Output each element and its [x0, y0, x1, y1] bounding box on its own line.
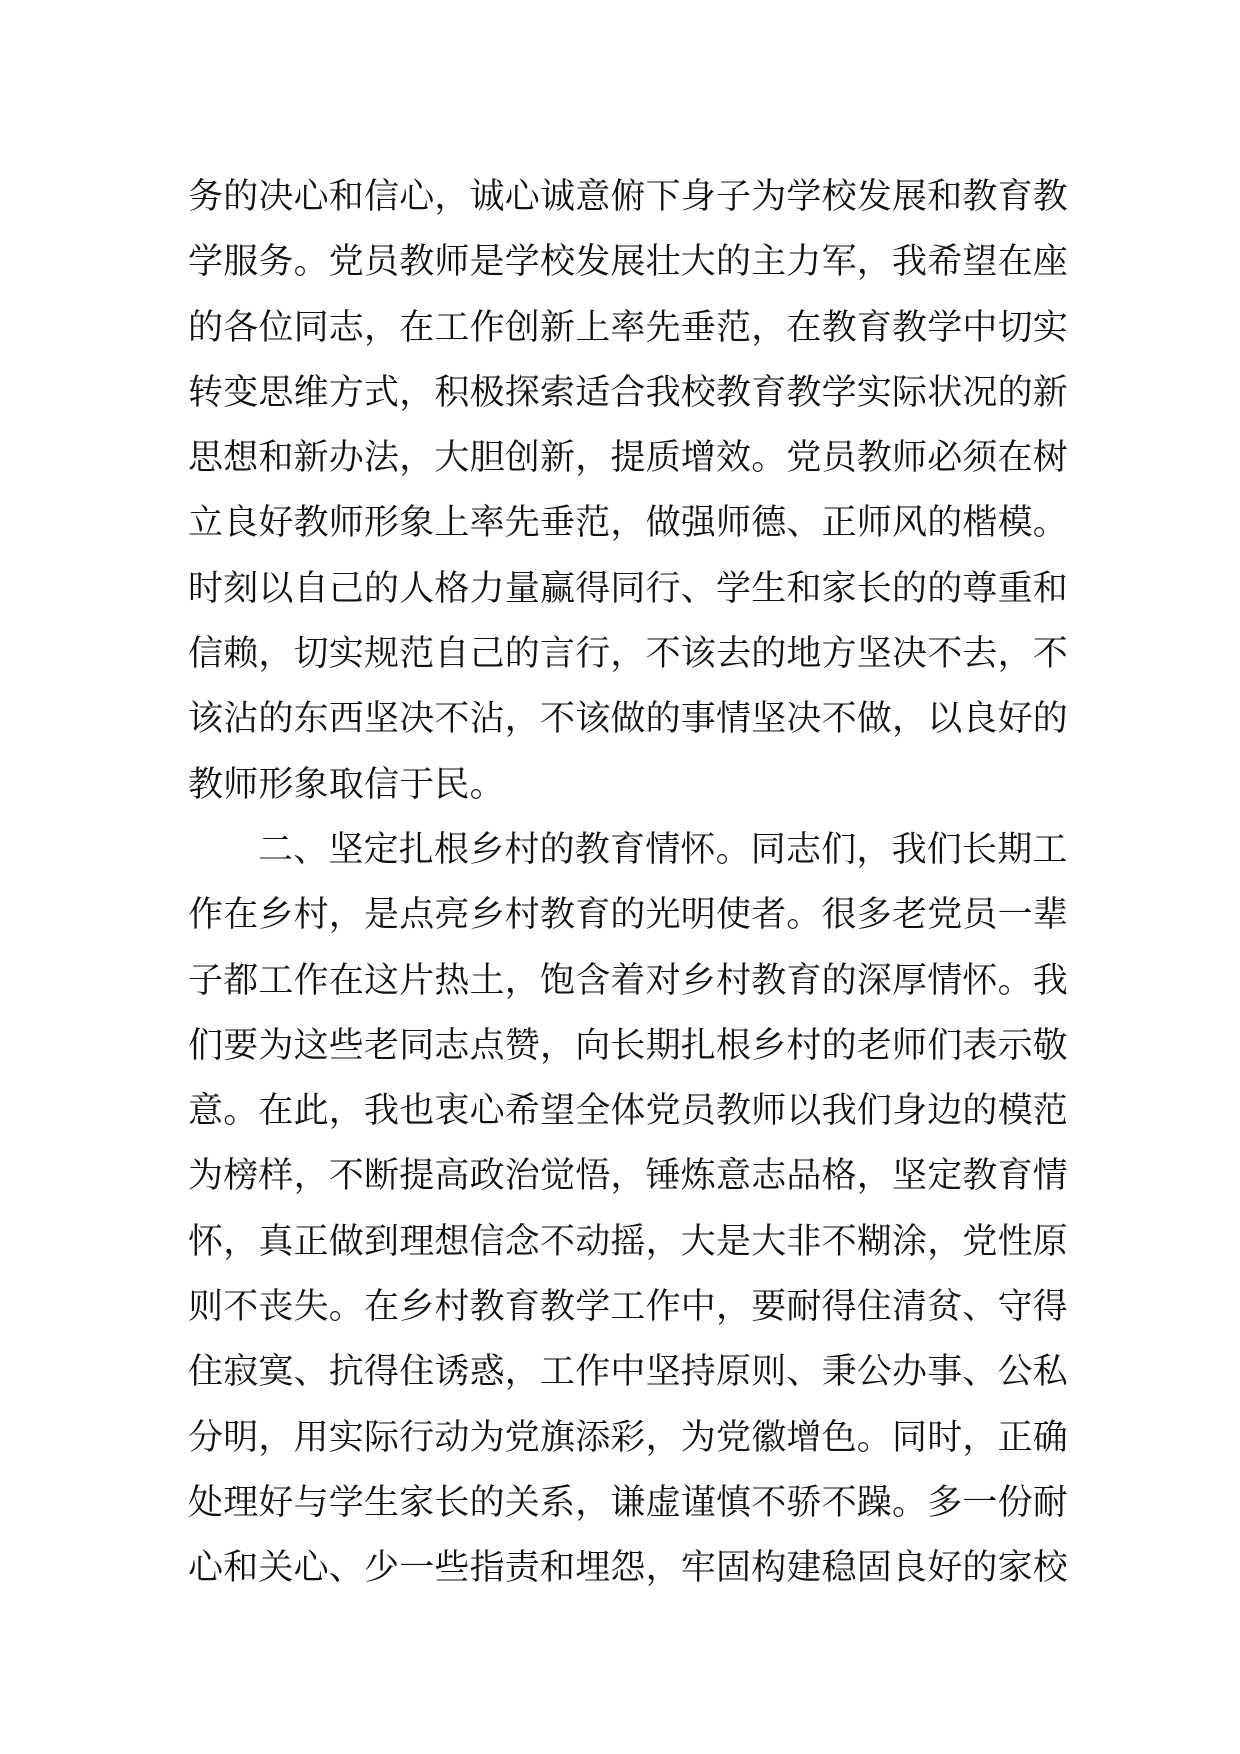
- text-line: 信赖，切实规范自己的言行，不该去的地方坚决不去，不: [188, 634, 1068, 675]
- text-line: 意。在此，我也衷心希望全体党员教师以我们身边的模范: [188, 1091, 1068, 1132]
- text-line: 怀，真正做到理想信念不动摇，大是大非不糊涂，党性原: [188, 1221, 1068, 1262]
- text-line: 思想和新办法，大胆创新，提质增效。党员教师必须在树: [188, 438, 1068, 479]
- text-line: 务的决心和信心，诚心诚意俯下身子为学校发展和教育教: [188, 177, 1068, 217]
- text-line: 则不丧失。在乡村教育教学工作中，要耐得住清贫、守得: [188, 1287, 1068, 1328]
- text-line: 处理好与学生家长的关系，谦虚谨慎不骄不躁。多一份耐: [188, 1482, 1068, 1523]
- text-line: 心和关心、少一些指责和埋怨，牢固构建稳固良好的家校: [188, 1548, 1068, 1589]
- text-line: 子都工作在这片热土，饱含着对乡村教育的深厚情怀。我: [188, 960, 1068, 1001]
- text-line: 立良好教师形象上率先垂范，做强师德、正师风的楷模。: [188, 503, 1068, 544]
- text-line: 时刻以自己的人格力量赢得同行、学生和家长的的尊重和: [188, 568, 1068, 609]
- text-line: 的各位同志，在工作创新上率先垂范，在教育教学中切实: [188, 307, 1068, 348]
- text-line: 教师形象取信于民。: [188, 764, 505, 805]
- text-line: 作在乡村，是点亮乡村教育的光明使者。很多老党员一辈: [188, 895, 1068, 936]
- text-line: 们要为这些老同志点赞，向长期扎根乡村的老师们表示敬: [188, 1025, 1068, 1066]
- section-heading-line: 二、坚定扎根乡村的教育情怀。同志们，我们长期工: [258, 829, 1068, 870]
- text-line: 转变思维方式，积极探索适合我校教育教学实际状况的新: [188, 372, 1068, 413]
- text-line: 住寂寞、抗得住诱惑，工作中坚持原则、秉公办事、公私: [188, 1352, 1068, 1393]
- text-line: 学服务。党员教师是学校发展壮大的主力军，我希望在座: [188, 242, 1068, 283]
- text-line: 为榜样，不断提高政治觉悟，锤炼意志品格，坚定教育情: [188, 1156, 1068, 1197]
- body-text: [188, 165, 1068, 1602]
- text-line: 该沾的东西坚决不沾，不该做的事情坚决不做，以良好的: [188, 699, 1068, 740]
- text-line: 分明，用实际行动为党旗添彩，为党徽增色。同时，正确: [188, 1417, 1068, 1458]
